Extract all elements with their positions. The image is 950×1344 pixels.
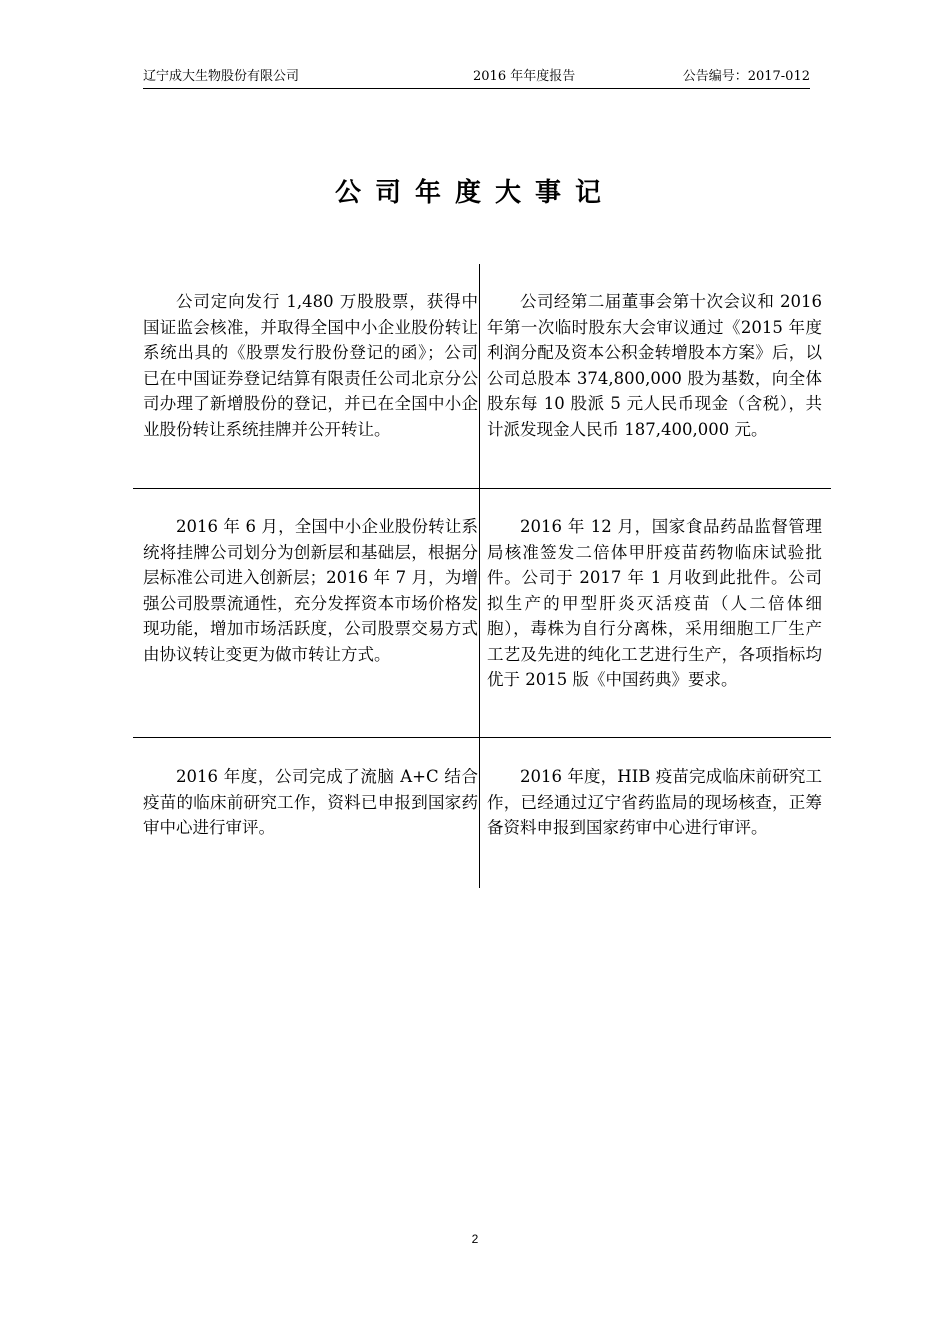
row-divider-1 xyxy=(133,488,831,489)
header-company-name: 辽宁成大生物股份有限公司 xyxy=(143,69,300,84)
event-hepatitis-a-vaccine-approval: 2016 年 12 月，国家食品药品监督管理局核准签发二倍体甲肝疫苗药物临床试验批件。公司于 2017 年 1 月收到此批件。公司拟生产的甲型肝炎灭活疫苗（人二倍体细胞），毒株为自行分离株，采用细胞工厂生产工艺及先进的纯化工艺进行生产，各项指标均优于 2015 版《中国药典》要求。 xyxy=(487,517,822,689)
event-profit-distribution: 公司经第二届董事会第十次会议和 2016 年第一次临时股东大会审议通过《2015 年度利润分配及资本公积金转增股本方案》后，以公司总股本 374,800,000 股为基数，向全体股东每 10 股派 5 元人民币现金（含税），共计派发现金人民币 187,400,000 元。 xyxy=(487,292,822,439)
row-divider-2 xyxy=(133,737,831,738)
event-mening-ac-vaccine: 2016 年度，公司完成了流脑 A+C 结合疫苗的临床前研究工作，资料已申报到国家药审中心进行审评。 xyxy=(143,767,478,837)
header-report-title: 2016 年年度报告 xyxy=(473,69,576,84)
timeline-vertical-divider xyxy=(479,264,480,888)
events-timeline xyxy=(133,264,831,888)
page-number: 2 xyxy=(471,1232,479,1246)
event-innovation-tier: 2016 年 6 月，全国中小企业股份转让系统将挂牌公司划分为创新层和基础层，根据分层标准公司进入创新层；2016 年 7 月，为增强公司股票流通性，充分发挥资本市场价格发现功能，增加市场活跃度，公司股票交易方式由协议转让变更为做市转让方式。 xyxy=(143,517,478,664)
page-header xyxy=(143,66,810,89)
header-notice-number: 公告编号：2017-012 xyxy=(682,69,810,84)
event-share-issuance: 公司定向发行 1,480 万股股票，获得中国证监会核准，并取得全国中小企业股份转让系统出具的《股票发行股份登记的函》；公司已在中国证券登记结算有限责任公司北京分公司办理了新增股份的登记，并已在全国中小企业股份转让系统挂牌并公开转让。 xyxy=(143,292,478,439)
page-title: 公司年度大事记 xyxy=(334,178,615,208)
event-hib-vaccine: 2016 年度，HIB 疫苗完成临床前研究工作，已经通过辽宁省药监局的现场核查，正筹备资料申报到国家药审中心进行审评。 xyxy=(487,767,822,837)
